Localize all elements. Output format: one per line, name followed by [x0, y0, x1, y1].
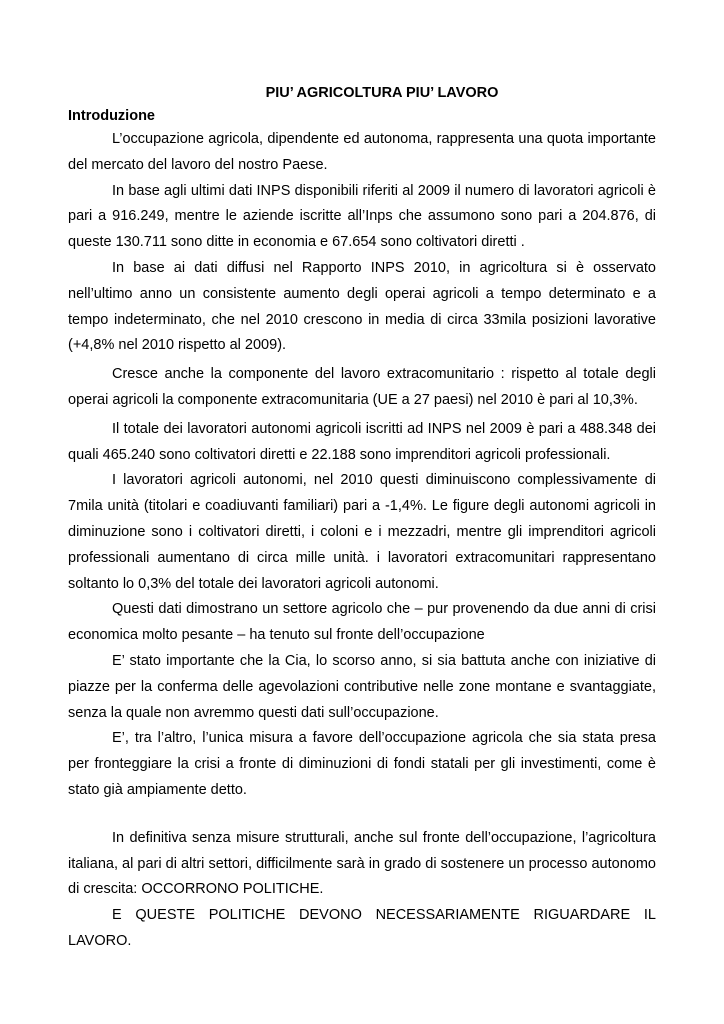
paragraph-inps-2010: In base ai dati diffusi nel Rapporto INPS 2010, in agricoltura si è osservato nell’ultimo anno un consistente aumento degli operai agricoli a tempo determinato e a tempo indeterminato, che nel 2010 crescono in media di circa 33mila posizioni lavorative (+4,8% nel 2010 rispetto al 2009). — [68, 259, 656, 354]
section-heading: Introduzione — [68, 108, 155, 124]
document-page — [68, 84, 656, 955]
paragraph-extracomunitario: Cresce anche la componente del lavoro extracomunitario : rispetto al totale degli operai agricoli la componente extracomunitaria (UE a 27 paesi) nel 2010 è pari al 10,3%. — [68, 366, 656, 408]
paragraph-politiche-lavoro: E QUESTE POLITICHE DEVONO NECESSARIAMENTE RIGUARDARE IL LAVORO. — [68, 907, 656, 949]
paragraph-settore-tenuta: Questi dati dimostrano un settore agricolo che – pur provenendo da due anni di crisi economica molto pesante – ha tenuto sul fronte dell’occupazione — [68, 601, 656, 644]
paragraph-conclusione: In definitiva senza misure strutturali, anche sul fronte dell’occupazione, l’agricoltura italiana, al pari di altri settori, difficilmente sarà in grado di sostenere un processo autonomo di crescita: OCCORRONO POLITICHE. — [68, 829, 656, 898]
paragraph-autonomi-totale: Il totale dei lavoratori autonomi agricoli iscritti ad INPS nel 2009 è pari a 488.348 dei quali 465.240 sono coltivatori diretti e 22.188 sono imprenditori agricoli professionali. — [68, 420, 656, 463]
paragraph-autonomi-2010: I lavoratori agricoli autonomi, nel 2010 questi diminuiscono complessivamente di 7mila unità (titolari e coadiuvanti familiari) pari a -1,4%. Le figure degli autonomi agricoli in diminuzione sono i coltivatori diretti, i coloni e i mezzadri, mentre gli imprenditori agricoli professionali aumentano di circa mille unità. i lavoratori extracomunitari rappresentano soltanto lo 0,3% del totale dei lavoratori agricoli autonomi. — [68, 472, 656, 592]
paragraph-inps-2009: In base agli ultimi dati INPS disponibili riferiti al 2009 il numero di lavoratori agricoli è pari a 916.249, mentre le aziende iscritte all’Inps che assumono sono pari a 204.876, di queste 130.711 sono ditte in economia e 67.654 sono coltivatori diretti . — [68, 182, 656, 251]
paragraph-intro: L’occupazione agricola, dipendente ed autonoma, rappresenta una quota importante del mercato del lavoro del nostro Paese. — [68, 131, 656, 173]
document-title: PIU’ AGRICOLTURA PIU’ LAVORO — [265, 85, 499, 101]
paragraph-cia: E’ stato importante che la Cia, lo scorso anno, si sia battuta anche con iniziative di piazze per la conferma delle agevolazioni contributive nelle zone montane e svantaggiate, senza la quale non avremmo questi dati sull’occupazione. — [68, 652, 656, 721]
paragraph-misura: E’, tra l’altro, l’unica misura a favore dell’occupazione agricola che sia stata presa per fronteggiare la crisi a fronte di diminuzioni di fondi statali per gli investimenti, come è stato già ampiamente detto. — [68, 730, 656, 798]
